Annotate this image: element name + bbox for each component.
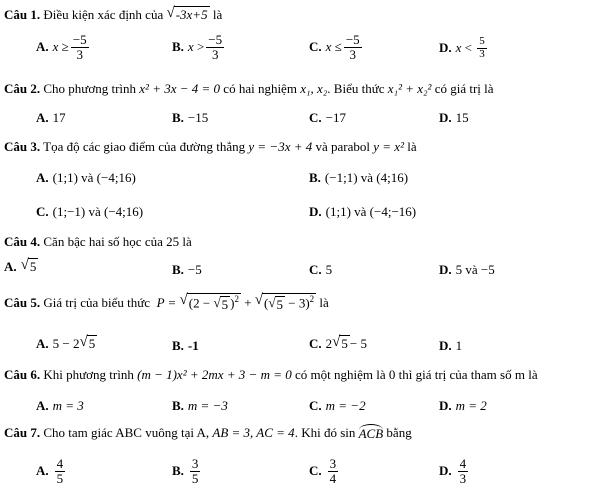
q7-option-c[interactable]: C. $\frac{3}{4}$ xyxy=(309,456,337,486)
q6-option-d[interactable]: D. m = 2 xyxy=(439,398,487,413)
q3-option-d[interactable]: D. (1;1) và (−4;−16) xyxy=(309,204,417,219)
q3-option-b[interactable]: B. (−1;1) và (4;16) xyxy=(309,170,409,185)
question-text: Căn bậc hai số học của 25 là xyxy=(43,234,192,249)
q5-option-b[interactable]: B. -1 xyxy=(172,338,199,353)
q2-option-b[interactable]: B. −15 xyxy=(172,110,209,125)
expression: x₁² + x₂² xyxy=(387,81,432,96)
question-label: Câu 5. xyxy=(4,294,41,310)
q3-option-a[interactable]: A. (1;1) và (−4;16) xyxy=(36,170,136,185)
q2-option-d[interactable]: D. 15 xyxy=(439,110,469,125)
roots: x₁, x₂ xyxy=(300,81,328,96)
question-label: Câu 2. xyxy=(4,81,41,96)
q3-option-c[interactable]: C. (1;−1) và (−4;16) xyxy=(36,204,144,219)
question-text: Điều kiện xác định của xyxy=(43,6,164,22)
q7-option-d[interactable]: D. $\frac{4}{3}$ xyxy=(439,456,467,486)
question-label: Câu 4. xyxy=(4,234,41,249)
question-text: Cho phương trình xyxy=(43,81,137,96)
question-7: Câu 7. Cho tam giác ABC vuông tại A, AB = 3, AC = 4 . Khi đó sin ACB bằng xyxy=(4,425,412,441)
question-label: Câu 1. xyxy=(4,6,41,22)
question-3: Câu 3. Tọa độ các giao điểm của đường thẳng y = −3x + 4 và parabol y = x² là xyxy=(4,139,417,154)
q6-option-a[interactable]: A. m = 3 xyxy=(36,398,84,413)
sqrt-expression: √ -3x+5 xyxy=(166,5,208,22)
question-6: Câu 6. Khi phương trình (m − 1)x² + 2mx + 3 − m = 0 có một nghiệm là 0 thì giá trị của tham số m là xyxy=(4,367,538,382)
given-lengths: AB = 3, AC = 4 xyxy=(212,425,295,440)
question-text: Giá trị của biểu thức xyxy=(43,294,151,310)
angle-acb: ACB xyxy=(358,426,384,441)
question-1 xyxy=(4,6,222,23)
equation: x² + 3x − 4 = 0 xyxy=(139,81,221,96)
sqrt-term-1: √ (2 − √ 5 )$^2$ xyxy=(179,292,239,312)
question-label: Câu 3. xyxy=(4,139,41,154)
q7-option-b[interactable]: B. $\frac{3}{5}$ xyxy=(172,456,199,486)
question-label: Câu 6. xyxy=(4,367,41,382)
q5-option-c[interactable]: C. 2 √ 5 − 5 xyxy=(309,334,367,351)
equation: (m − 1)x² + 2mx + 3 − m = 0 xyxy=(137,367,292,382)
q4-option-c[interactable]: C. 5 xyxy=(309,262,333,277)
question-tail: là xyxy=(212,6,223,22)
q1-option-a[interactable]: A. x ≥ $\frac{-5}{3}$ xyxy=(36,32,87,62)
question-text: Khi phương trình xyxy=(43,367,134,382)
q2-option-c[interactable]: C. −17 xyxy=(309,110,346,125)
p-symbol: P = xyxy=(156,294,177,310)
q6-option-c[interactable]: C. m = −2 xyxy=(309,398,366,413)
sqrt-term-2: √ ( √ 5 − 3)$^2$ xyxy=(254,292,315,312)
question-5: Câu 5. Giá trị của biểu thức P = √ (2 − √ 5 )$^2$ + √ ( √ 5 − 3)$^2$ là xyxy=(4,292,329,312)
question-label: Câu 7. xyxy=(4,425,41,440)
question-2: Câu 2. Cho phương trình x² + 3x − 4 = 0 có hai nghiệm x₁, x₂. Biểu thức x₁² + x₂² có giá trị là xyxy=(4,81,494,96)
q5-option-a[interactable]: A. 5 − 2 √ 5 xyxy=(36,334,96,351)
q1-option-c[interactable]: C. x ≤ $\frac{-5}{3}$ xyxy=(309,32,360,62)
line-equation: y = −3x + 4 xyxy=(248,139,313,154)
q1-option-d[interactable]: D. x < $\frac{5}{3}$ xyxy=(439,35,485,60)
sin-function: sin xyxy=(340,425,356,440)
question-text: Tọa độ các giao điểm của đường thẳng xyxy=(43,139,246,154)
q6-option-b[interactable]: B. m = −3 xyxy=(172,398,228,413)
parabola-equation: y = x² xyxy=(373,139,404,154)
q4-option-b[interactable]: B. −5 xyxy=(172,262,202,277)
q2-option-a[interactable]: A. 17 xyxy=(36,110,66,125)
q1-option-b[interactable]: B. x > $\frac{-5}{3}$ xyxy=(172,32,223,62)
q5-option-d[interactable]: D. 1 xyxy=(439,338,463,353)
q4-option-a[interactable]: A. √ 5 xyxy=(4,257,37,274)
q7-option-a[interactable]: A. $\frac{4}{5}$ xyxy=(36,456,64,486)
question-4 xyxy=(4,234,192,250)
question-text: Cho tam giác ABC vuông tại A, xyxy=(43,425,210,440)
q4-option-d[interactable]: D. 5 và −5 xyxy=(439,262,495,277)
